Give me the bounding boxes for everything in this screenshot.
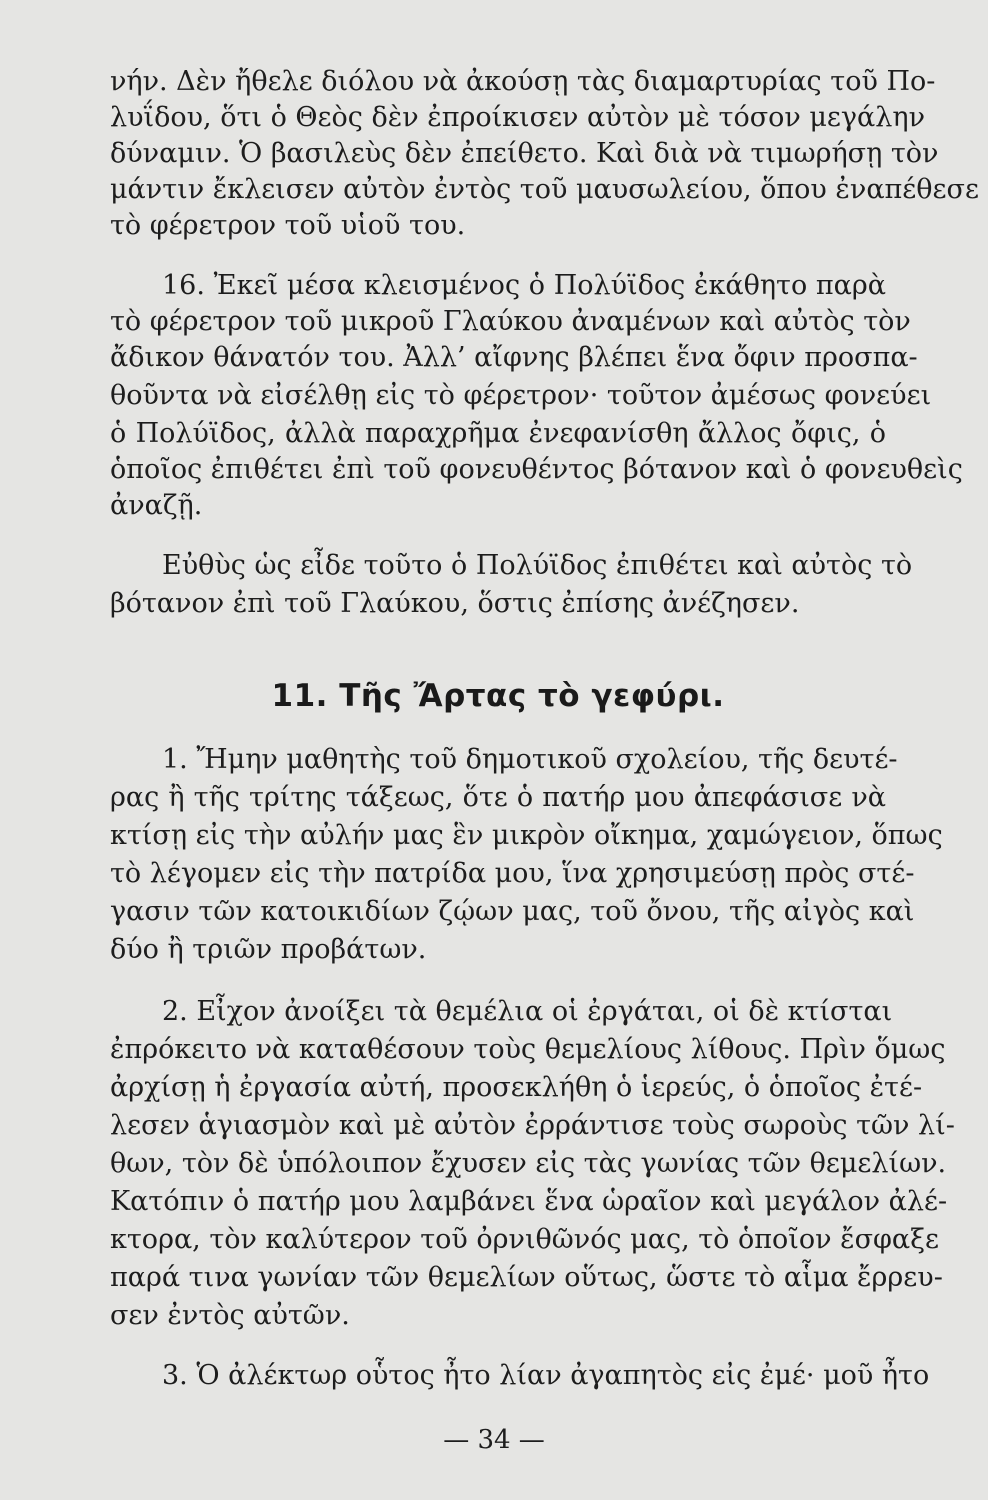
text-line: γασιν τῶν κατοικιδίων ζῴων μας, τοῦ ὄνου, τῆς αἰγὸς καὶ [110, 896, 915, 927]
text-line: σεν ἐντὸς αὐτῶν. [110, 1300, 350, 1331]
text-line: δύο ἢ τριῶν προβάτων. [110, 934, 427, 965]
text-line: ἀναζῇ. [110, 490, 203, 521]
text-line: ἄδικον θάνατόν του. Ἀλλ’ αἴφνης βλέπει ἕνα ὄφιν προσπα- [110, 342, 918, 373]
text-line: θων, τὸν δὲ ὑπόλοιπον ἔχυσεν εἰς τὰς γωνίας τῶν θεμελίων. [110, 1148, 947, 1179]
text-line: ἐπρόκειτο νὰ καταθέσουν τοὺς θεμελίους λίθους. Πρὶν ὅμως [110, 1034, 946, 1065]
text-line: βότανον ἐπὶ τοῦ Γλαύκου, ὅστις ἐπίσης ἀνέζησεν. [110, 588, 800, 619]
text-line: τὸ φέρετρον τοῦ μικροῦ Γλαύκου ἀναμένων καὶ αὐτὸς τὸν [110, 306, 911, 337]
text-line: 1. Ἤμην μαθητὴς τοῦ δημοτικοῦ σχολείου, τῆς δευτέ- [162, 744, 898, 775]
text-line: μάντιν ἔκλεισεν αὐτὸν ἐντὸς τοῦ μαυσωλείου, ὅπου ἐναπέθεσε [110, 174, 979, 205]
text-line: 2. Εἶχον ἀνοίξει τὰ θεμέλια οἱ ἐργάται, οἱ δὲ κτίσται [162, 996, 893, 1027]
text-line: θοῦντα νὰ εἰσέλθῃ εἰς τὸ φέρετρον· τοῦτον ἀμέσως φονεύει [110, 380, 932, 411]
text-line: ἀρχίσῃ ἡ ἐργασία αὐτή, προσεκλήθη ὁ ἱερεύς, ὁ ὁποῖος ἐτέ- [110, 1072, 923, 1103]
text-line: τὸ φέρετρον τοῦ υἱοῦ του. [110, 210, 466, 241]
text-line: τὸ λέγομεν εἰς τὴν πατρίδα μου, ἵνα χρησιμεύσῃ πρὸς στέ- [110, 858, 915, 889]
text-line: Εὐθὺς ὡς εἶδε τοῦτο ὁ Πολύϊδος ἐπιθέτει καὶ αὐτὸς τὸ [162, 550, 913, 581]
text-line: ὁποῖος ἐπιθέτει ἐπὶ τοῦ φονευθέντος βότανον καὶ ὁ φονευθεὶς [110, 454, 963, 485]
page-number: — 34 — [443, 1425, 545, 1455]
text-line: δύναμιν. Ὁ βασιλεὺς δὲν ἐπείθετο. Καὶ διὰ νὰ τιμωρήσῃ τὸν [110, 138, 939, 169]
text-line: Κατόπιν ὁ πατήρ μου λαμβάνει ἕνα ὡραῖον καὶ μεγάλον ἀλέ- [110, 1186, 948, 1217]
text-line: κτορα, τὸν καλύτερον τοῦ ὀρνιθῶνός μας, τὸ ὁποῖον ἔσφαξε [110, 1224, 940, 1255]
text-line: λεσεν ἁγιασμὸν καὶ μὲ αὐτὸν ἐρράντισε τοὺς σωροὺς τῶν λί- [110, 1110, 955, 1141]
text-line: νήν. Δὲν ἤθελε διόλου νὰ ἀκούσῃ τὰς διαμαρτυρίας τοῦ Πο- [110, 66, 936, 97]
text-line: 16. Ἐκεῖ μέσα κλεισμένος ὁ Πολύϊδος ἐκάθητο παρὰ [162, 270, 886, 301]
text-line: παρά τινα γωνίαν τῶν θεμελίων οὕτως, ὥστε τὸ αἷμα ἔρρευ- [110, 1262, 943, 1293]
text-line: ρας ἢ τῆς τρίτης τάξεως, ὅτε ὁ πατήρ μου ἀπεφάσισε νὰ [110, 782, 886, 813]
text-line: 3. Ὁ ἀλέκτωρ οὗτος ἦτο λίαν ἀγαπητὸς εἰς ἐμέ· μοῦ ἦτο [162, 1360, 930, 1391]
text-line: ὁ Πολύϊδος, ἀλλὰ παραχρῆμα ἐνεφανίσθη ἄλλος ὄφις, ὁ [110, 418, 886, 449]
text-line: κτίσῃ εἰς τὴν αὐλήν μας ἓν μικρὸν οἴκημα, χαμώγειον, ὅπως [110, 820, 943, 851]
text-line: λυΐδου, ὅτι ὁ Θεὸς δὲν ἐπροίκισεν αὐτὸν μὲ τόσον μεγάλην [110, 102, 925, 133]
section-heading: 11. Τῆς Ἄρτας τὸ γεφύρι. [271, 678, 725, 714]
